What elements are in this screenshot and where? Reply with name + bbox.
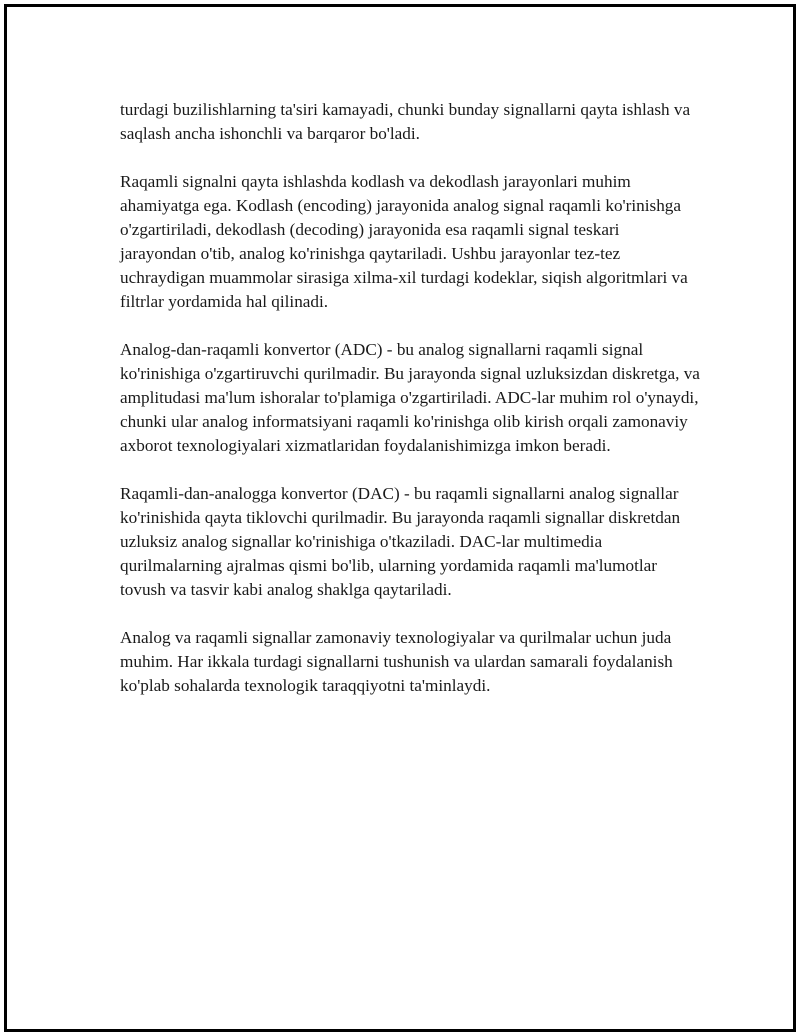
document-body — [120, 98, 700, 722]
page-frame — [4, 4, 796, 1032]
paragraph-adc: Analog-dan-raqamli konvertor (ADC) - bu analog signallarni raqamli signal ko'rinishiga o'zgartiruvchi qurilmadir. Bu jarayonda signal uzluksizdan diskretga, va amplitudasi ma'lum ishoralar to'plamiga o'zgartiriladi. ADC-lar muhim rol o'ynaydi, chunki ular analog informatsiyani raqamli ko'rinishga olib kirish orqali zamonaviy axborot texnologiyalari xizmatlaridan foydalanishimizga imkon beradi. — [120, 340, 700, 455]
paragraph-dac: Raqamli-dan-analogga konvertor (DAC) - bu raqamli signallarni analog signallar ko'rinishida qayta tiklovchi qurilmadir. Bu jarayonda raqamli signallar diskretdan uzluksiz analog signallar ko'rinishiga o'tkaziladi. DAC-lar multimedia qurilmalarning ajralmas qismi bo'lib, ularning yordamida raqamli ma'lumotlar tovush va tasvir kabi analog shaklga qaytariladi. — [120, 484, 681, 599]
paragraph-continuation: turdagi buzilishlarning ta'siri kamayadi, chunki bunday signallarni qayta ishlash va saqlash ancha ishonchli va barqaror bo'ladi. — [120, 100, 691, 143]
paragraph-encoding-decoding: Raqamli signalni qayta ishlashda kodlash va dekodlash jarayonlari muhim ahamiyatga ega. Kodlash (encoding) jarayonida analog signal raqamli ko'rinishga o'zgartiriladi, dekodlash (decoding) jarayonida esa raqamli signal teskari jarayondan o'tib, analog ko'rinishga qaytariladi. Ushbu jarayonlar tez-tez uchraydigan muammolar sirasiga xilma-xil turdagi kodeklar, siqish algoritmlari va filtrlar yordamida hal qilinadi. — [120, 172, 688, 311]
paragraph-conclusion: Analog va raqamli signallar zamonaviy texnologiyalar va qurilmalar uchun juda muhim. Har ikkala turdagi signallarni tushunish va ulardan samarali foydalanish ko'plab sohalarda texnologik taraqqiyotni ta'minlaydi. — [120, 628, 673, 695]
